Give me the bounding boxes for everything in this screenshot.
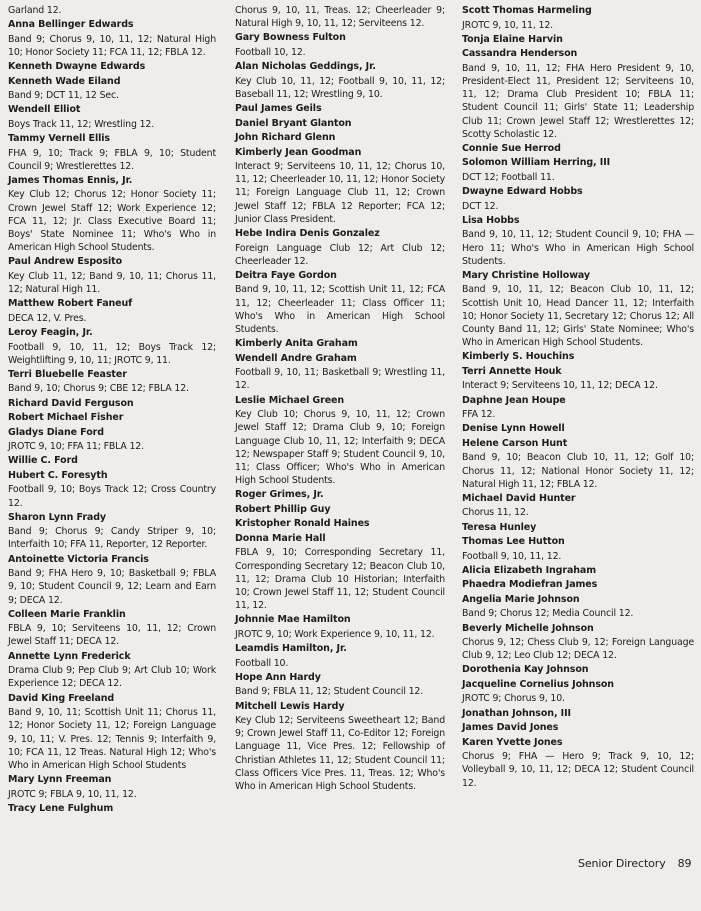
student-name: Sharon Lynn Frady — [8, 511, 107, 523]
student-name: Tracy Lene Fulghum — [8, 802, 114, 814]
student-name: Angelia Marie Johnson — [462, 593, 580, 605]
directory-entry — [462, 736, 694, 790]
directory-entry — [8, 469, 216, 510]
directory-entry — [235, 102, 445, 117]
student-name: Kenneth Dwayne Edwards — [8, 61, 146, 73]
student-activities: Chorus 9, 10, 11, Treas. 12; Cheerleader 9; Natural High 9, 10, 11, 12; Serviteens 12. — [235, 5, 445, 30]
student-activities: JROTC 9, 10; Work Experience 9, 10, 11, 12. — [235, 628, 435, 640]
directory-entry — [8, 103, 216, 131]
directory-entry — [235, 117, 445, 132]
student-name: Alan Nicholas Geddings, Jr. — [235, 61, 376, 73]
student-activities: Band 9, 10, 11, 12; Beacon Club 10, 11, 12; Scottish Unit 10, Head Dancer 11, 12; Interfaith 10; Honor Society 11, Secretary 12; Chorus 12; All County Band 11, 12; Girls' State Nominee; Who's Who in American High School Students. — [462, 284, 694, 349]
student-name: Deitra Faye Gordon — [235, 269, 337, 281]
student-activities: FHA 9, 10; Track 9; FBLA 9, 10; Student Council 9; Wrestlerettes 12. — [8, 147, 216, 172]
student-activities: Band 9, 10, 11, 12; Student Council 9, 10; FHA — Hero 11; Who's Who in American High School Students. — [462, 229, 694, 267]
student-name: Hebe Indira Denis Gonzalez — [235, 228, 380, 240]
directory-entry — [235, 4, 445, 30]
student-name: Kimberly Anita Graham — [235, 338, 358, 350]
directory-entry — [8, 4, 216, 17]
student-name: Antoinette Victoria Francis — [8, 553, 149, 565]
directory-entry — [8, 132, 216, 173]
directory-entry — [8, 553, 216, 607]
student-name: Willie C. Ford — [8, 455, 78, 467]
student-activities: Interact 9; Serviteens 10, 11, 12; DECA 12. — [462, 380, 658, 392]
directory-entry — [462, 622, 694, 663]
directory-entry — [235, 503, 445, 518]
student-activities: DCT 12; Football 11. — [462, 171, 555, 183]
directory-entry — [235, 642, 445, 670]
student-activities: Key Club 11, 12; Band 9, 10, 11; Chorus 11, 12; Natural High 11. — [8, 270, 216, 296]
student-name: Gladys Diane Ford — [8, 426, 104, 438]
directory-entry — [462, 492, 694, 520]
student-name: Hope Ann Hardy — [235, 671, 321, 683]
student-name: Scott Thomas Harmeling — [462, 5, 592, 16]
student-name: Anna Bellinger Edwards — [8, 19, 134, 31]
student-activities: Garland 12. — [8, 5, 62, 16]
directory-entry — [8, 802, 216, 817]
student-name: Connie Sue Herrod — [462, 142, 561, 154]
student-activities: Football 10. — [235, 657, 289, 669]
student-activities: Band 9; Chorus 9; Candy Striper 9, 10; Interfaith 10; FFA 11, Reporter, 12 Reporter. — [8, 526, 216, 551]
student-name: Mitchell Lewis Hardy — [235, 700, 345, 712]
directory-entry — [8, 426, 216, 454]
student-activities: Key Club 12; Chorus 12; Honor Society 11; Crown Jewel Staff 12; Work Experience 12; FCA 11, 12; Jr. Class Executive Board 11; Boys' State Nominee 11; Who's Who in American High School Students. — [8, 189, 216, 254]
student-activities: Football 9, 10, 11, 12; Boys Track 12; Weightlifting 9, 10, 11; JROTC 9, 11. — [8, 341, 216, 366]
student-activities: Key Club 12; Serviteens Sweetheart 12; Band 9; Crown Jewel Staff 11, Co-Editor 12; Foreign Language 11, Vice Pres. 12; Fellowship of Christian Athletes 11, 12; Student Council 11; Class Officers Vice Pres. 11, Treas. 12; Who's Who in American High School Students. — [235, 715, 445, 793]
directory-entry — [235, 517, 445, 532]
directory-entry — [8, 18, 216, 59]
directory-entry — [235, 146, 445, 227]
directory-column-3 — [462, 4, 694, 791]
student-name: Dwayne Edward Hobbs — [462, 186, 583, 198]
student-name: Michael David Hunter — [462, 492, 576, 504]
directory-entry — [235, 532, 445, 613]
directory-entry — [462, 394, 694, 422]
student-activities: JROTC 9; FBLA 9, 10, 11, 12. — [8, 788, 137, 800]
student-activities: FFA 12. — [462, 409, 496, 421]
directory-entry — [462, 365, 694, 393]
student-name: Mary Christine Holloway — [462, 269, 590, 281]
page-number: 89 — [677, 857, 692, 870]
directory-entry — [8, 60, 216, 75]
student-name: Robert Michael Fisher — [8, 412, 124, 424]
student-name: Paul James Geils — [235, 103, 322, 115]
directory-entry — [462, 564, 694, 579]
directory-entry — [8, 174, 216, 255]
student-activities: Band 9; FHA Hero 9, 10; Basketball 9; FBLA 9, 10; Student Council 9, 12; Learn and Earn 9; DECA 12. — [8, 568, 216, 606]
student-name: Kenneth Wade Eiland — [8, 75, 121, 87]
directory-entry — [462, 156, 694, 184]
student-name: Kimberly Jean Goodman — [235, 146, 362, 158]
student-name: Colleen Marie Franklin — [8, 608, 126, 620]
directory-entry — [8, 411, 216, 426]
student-name: Mary Lynn Freeman — [8, 774, 112, 786]
student-activities: JROTC 9, 10; FFA 11; FBLA 12. — [8, 441, 144, 453]
directory-entry — [235, 488, 445, 503]
student-name: Wendell Andre Graham — [235, 352, 357, 364]
directory-entry — [235, 613, 445, 641]
student-activities: FBLA 9, 10; Corresponding Secretary 11, Corresponding Secretary 12; Beacon Club 10, 11, 12; Drama Club 10 Historian; Interfaith 10; Crown Jewel Staff 11, 12; Student Council 11, 12. — [235, 547, 445, 612]
student-name: Helene Carson Hunt — [462, 437, 568, 449]
student-name: Jonathan Johnson, III — [462, 707, 571, 719]
student-activities: Football 9, 10; Boys Track 12; Cross Country 12. — [8, 484, 216, 509]
student-name: Kimberly S. Houchins — [462, 351, 575, 363]
student-activities: JROTC 9, 10, 11, 12. — [462, 19, 553, 31]
directory-entry — [462, 47, 694, 141]
student-name: Johnnie Mae Hamilton — [235, 614, 351, 626]
student-activities: DECA 12, V. Pres. — [8, 312, 87, 324]
student-name: John Richard Glenn — [235, 132, 336, 144]
student-activities: Football 9, 10, 11; Basketball 9; Wrestling 11, 12. — [235, 367, 445, 392]
student-name: Kristopher Ronald Haines — [235, 518, 370, 530]
directory-entry — [462, 350, 694, 365]
student-name: Alicia Elizabeth Ingraham — [462, 564, 597, 576]
student-activities: Foreign Language Club 12; Art Club 12; Cheerleader 12. — [235, 242, 445, 267]
student-name: Terri Bluebelle Feaster — [8, 368, 127, 380]
student-name: Wendell Elliot — [8, 104, 81, 116]
student-name: Lisa Hobbs — [462, 214, 520, 226]
student-name: Daphne Jean Houpe — [462, 394, 566, 406]
directory-entry — [8, 692, 216, 773]
student-activities: Band 9; DCT 11, 12 Sec. — [8, 90, 119, 102]
directory-entry — [462, 142, 694, 157]
student-activities: Band 9, 10; Chorus 9; CBE 12; FBLA 12. — [8, 383, 189, 395]
student-activities: Band 9, 10; Beacon Club 10, 11, 12; Golf 10; Chorus 11, 12; National Honor Society 11, 12; Natural High 11, 12; FBLA 12. — [462, 452, 694, 490]
student-activities: Drama Club 9; Pep Club 9; Art Club 10; Work Experience 12; DECA 12. — [8, 665, 216, 690]
student-name: Leroy Feagin, Jr. — [8, 327, 93, 339]
directory-column-1 — [8, 4, 216, 816]
student-name: Robert Phillip Guy — [235, 503, 331, 515]
student-name: Beverly Michelle Johnson — [462, 622, 594, 634]
directory-entry — [462, 678, 694, 706]
page-footer — [578, 857, 691, 870]
student-name: James Thomas Ennis, Jr. — [8, 174, 133, 186]
student-name: Richard David Ferguson — [8, 397, 134, 409]
student-activities: FBLA 9, 10; Serviteens 10, 11, 12; Crown Jewel Staff 11; DECA 12. — [8, 623, 216, 648]
directory-entry — [462, 4, 694, 32]
student-name: Daniel Bryant Glanton — [235, 117, 352, 129]
directory-entry — [462, 663, 694, 678]
student-activities: Interact 9; Serviteens 10, 11, 12; Chorus 10, 11, 12; Cheerleader 10, 11, 12; Honor Society 11; Foreign Language Club 11, 12; Crown Jewel Staff 12; FBLA 12 Reporter; FCA 12; Junior Class President. — [235, 161, 445, 225]
student-name: Roger Grimes, Jr. — [235, 489, 324, 501]
student-name: Jacqueline Cornelius Johnson — [462, 678, 614, 690]
student-name: Denise Lynn Howell — [462, 423, 565, 435]
directory-entry — [462, 721, 694, 736]
student-name: Tammy Vernell Ellis — [8, 133, 110, 145]
directory-entry — [462, 578, 694, 593]
directory-entry — [235, 337, 445, 352]
directory-entry — [8, 773, 216, 801]
student-activities: Football 10, 12. — [235, 46, 306, 58]
student-activities: Band 9; Chorus 12; Media Council 12. — [462, 608, 634, 620]
directory-entry — [8, 397, 216, 412]
student-name: Tonja Elaine Harvin — [462, 33, 563, 45]
student-activities: Band 9; FBLA 11, 12; Student Council 12. — [235, 686, 424, 698]
student-activities: JROTC 9; Chorus 9, 10. — [462, 693, 565, 705]
directory-entry — [235, 394, 445, 488]
directory-entry — [235, 700, 445, 794]
student-name: Cassandra Henderson — [462, 48, 578, 60]
student-activities: Boys Track 11, 12; Wrestling 12. — [8, 118, 155, 130]
directory-entry — [8, 75, 216, 103]
directory-entry — [462, 422, 694, 437]
student-name: Solomon William Herring, III — [462, 157, 611, 169]
directory-entry — [235, 227, 445, 268]
directory-entry — [235, 269, 445, 336]
directory-entry — [235, 671, 445, 699]
directory-column-2 — [235, 4, 445, 794]
directory-entry — [8, 297, 216, 325]
student-name: Gary Bowness Fulton — [235, 32, 346, 44]
student-name: Donna Marie Hall — [235, 532, 326, 544]
student-name: Teresa Hunley — [462, 521, 537, 533]
student-activities: Key Club 10, 11, 12; Football 9, 10, 11, 12; Baseball 11, 12; Wrestling 9, 10. — [235, 75, 445, 100]
student-activities: Chorus 11, 12. — [462, 507, 529, 519]
student-activities: Band 9; Chorus 9, 10, 11, 12; Natural High 10; Honor Society 11; FCA 11, 12; FBLA 12. — [8, 33, 216, 58]
directory-entry — [235, 60, 445, 101]
directory-entry — [8, 255, 216, 296]
directory-entry — [462, 593, 694, 621]
directory-entry — [8, 368, 216, 396]
directory-entry — [8, 650, 216, 691]
student-activities: Band 9, 10, 11, 12; Scottish Unit 11, 12; FCA 11, 12; Cheerleader 11; Class Officer 11; Who's Who in American High School Students. — [235, 284, 445, 336]
directory-entry — [462, 521, 694, 536]
student-name: Leamdis Hamilton, Jr. — [235, 643, 347, 655]
student-activities: Band 9, 10, 11, 12; FHA Hero President 9, 10, President-Elect 11, President 12; Serviteens 10, 11, 12; Drama Club President 10; FBLA 11; Student Council 11; Girls' State 11; Leadership Club 11; Crown Jewel Staff 12; Wrestlerettes 12; Scotty Scholastic 12. — [462, 62, 694, 140]
student-name: Dorothenia Kay Johnson — [462, 664, 589, 676]
directory-entry — [462, 437, 694, 491]
directory-entry — [462, 214, 694, 268]
directory-entry — [462, 535, 694, 563]
student-name: Phaedra Modiefran James — [462, 579, 598, 591]
student-activities: Chorus 9; FHA — Hero 9; Track 9, 10, 12; Volleyball 9, 10, 11, 12; DECA 12; Student Council 12. — [462, 751, 694, 789]
directory-entry — [462, 269, 694, 350]
directory-entry — [462, 185, 694, 213]
student-name: Paul Andrew Esposito — [8, 256, 123, 268]
student-name: Matthew Robert Faneuf — [8, 298, 133, 310]
student-name: Karen Yvette Jones — [462, 736, 563, 748]
directory-entry — [235, 31, 445, 59]
section-title: Senior Directory — [578, 857, 666, 870]
student-name: Terri Annette Houk — [462, 365, 562, 377]
directory-entry — [8, 511, 216, 552]
student-activities: Football 9, 10, 11, 12. — [462, 550, 562, 562]
student-activities: Chorus 9, 12; Chess Club 9, 12; Foreign Language Club 9, 12; Leo Club 12; DECA 12. — [462, 637, 694, 662]
student-name: James David Jones — [462, 722, 559, 734]
directory-entry — [8, 608, 216, 649]
directory-entry — [235, 352, 445, 393]
student-activities: DCT 12. — [462, 200, 499, 212]
directory-entry — [8, 326, 216, 367]
student-activities: Key Club 10; Chorus 9, 10, 11, 12; Crown Jewel Staff 12; Drama Club 9, 10; Foreign Language Club 10, 11, 12; Interfaith 9; DECA 12; Newspaper Staff 9; Student Council 9, 10, 11; Class Officer; Who's Who in American High School Students. — [235, 409, 445, 487]
student-name: Hubert C. Foresyth — [8, 469, 108, 481]
directory-entry — [8, 454, 216, 469]
student-name: David King Freeland — [8, 692, 115, 704]
directory-entry — [462, 707, 694, 722]
student-activities: Band 9, 10, 11; Scottish Unit 11; Chorus 11, 12; Honor Society 11, 12; Foreign Language 9, 10, 11; V. Pres. 12; Tennis 9; Interfaith 9, 10; FCA 11, 12 Treas. Natural High 12; Who's Who in American High School Students — [8, 707, 216, 771]
student-name: Thomas Lee Hutton — [462, 536, 565, 548]
directory-entry — [235, 131, 445, 146]
student-name: Annette Lynn Frederick — [8, 650, 131, 662]
student-name: Leslie Michael Green — [235, 394, 345, 406]
directory-entry — [462, 33, 694, 48]
